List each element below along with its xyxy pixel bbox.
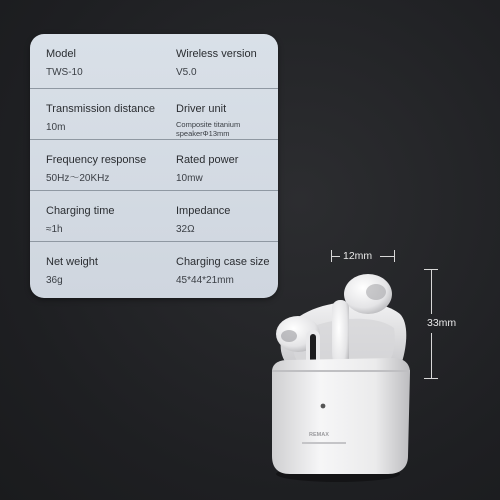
dimension-tick xyxy=(424,378,438,379)
dimension-line xyxy=(380,256,394,257)
spec-row xyxy=(30,241,278,293)
earbuds-product-image xyxy=(262,270,412,495)
spec-label: Charging case size xyxy=(176,256,270,268)
spec-value: V5.0 xyxy=(176,67,197,78)
spec-value: TWS-10 xyxy=(46,67,83,78)
spec-value: ≈1h xyxy=(46,224,63,235)
case-brand-logo: REMAX xyxy=(309,432,329,438)
spec-label: Rated power xyxy=(176,154,239,166)
case-small-print xyxy=(302,442,346,444)
spec-value: 36g xyxy=(46,275,63,286)
spec-value: 10mw xyxy=(176,173,203,184)
dimension-line xyxy=(331,256,340,257)
spec-label: Driver unit xyxy=(176,103,227,115)
spec-label: Wireless version xyxy=(176,48,257,60)
spec-row xyxy=(30,88,278,140)
indicator-light xyxy=(321,404,326,409)
spec-cell xyxy=(46,256,166,287)
spec-cell xyxy=(46,154,166,185)
case-seam xyxy=(272,370,410,372)
spec-value: Composite titanium speakerΦ13mm xyxy=(176,120,241,138)
height-label: 33mm xyxy=(427,317,457,329)
spec-value: 32Ω xyxy=(176,224,195,235)
spec-label: Model xyxy=(46,48,76,60)
spec-label: Frequency response xyxy=(46,154,147,166)
spec-cell xyxy=(176,48,296,79)
dimension-line xyxy=(431,333,432,378)
spec-cell xyxy=(46,48,166,79)
spec-row xyxy=(30,139,278,191)
spec-label: Transmission distance xyxy=(46,103,156,115)
width-label: 12mm xyxy=(343,250,373,262)
spec-label: Impedance xyxy=(176,205,231,217)
spec-cell xyxy=(176,154,296,185)
spec-value: 50Hz〜20KHz xyxy=(46,173,110,184)
spec-label: Charging time xyxy=(46,205,115,217)
spec-value: 10m xyxy=(46,122,66,133)
dimension-line xyxy=(431,269,432,314)
charging-case xyxy=(272,358,410,474)
spec-row xyxy=(30,34,278,85)
spec-cell xyxy=(46,205,166,236)
spec-cell xyxy=(46,103,166,134)
spec-cell xyxy=(176,205,296,236)
spec-value: 45*44*21mm xyxy=(176,275,234,286)
spec-row xyxy=(30,190,278,242)
spec-label: Net weight xyxy=(46,256,98,268)
spec-panel xyxy=(30,34,278,298)
spec-cell xyxy=(176,103,296,138)
dimension-tick xyxy=(394,250,395,262)
